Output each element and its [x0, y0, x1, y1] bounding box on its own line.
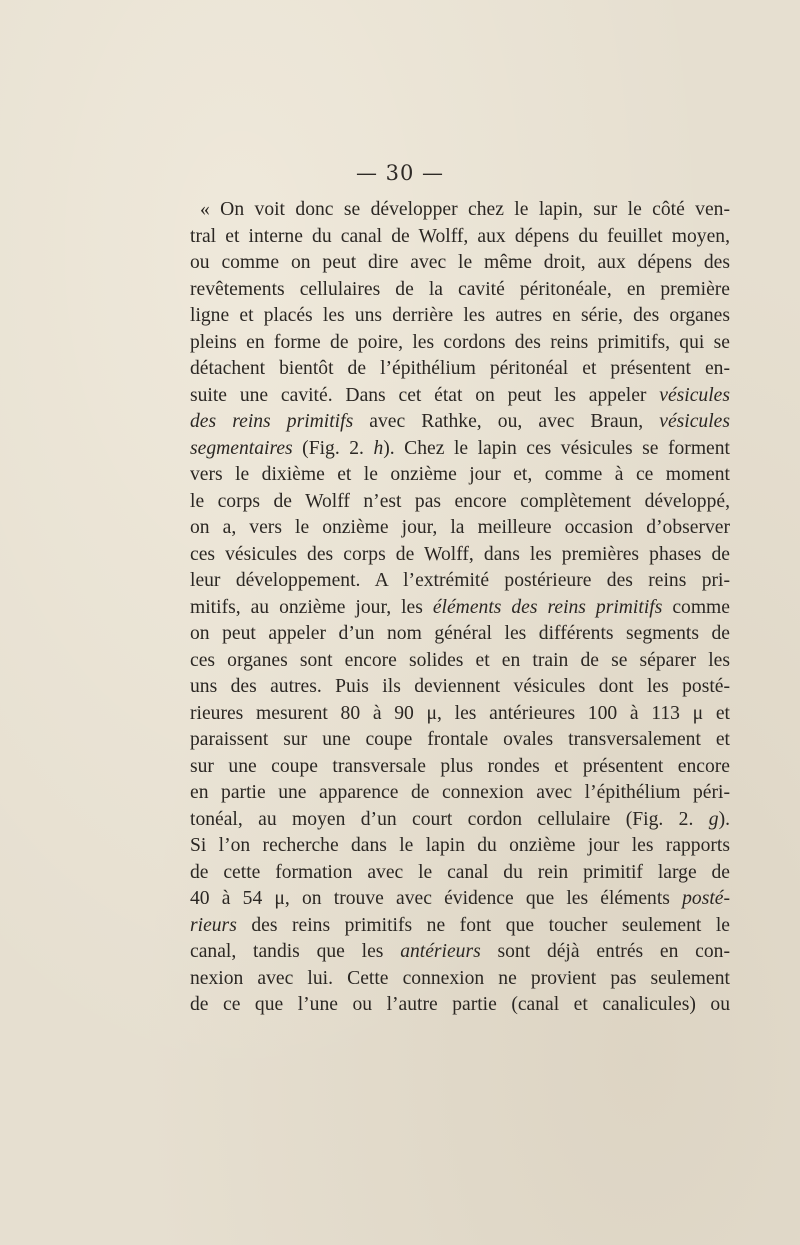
text-run: des reins primitifs ne font que toucher seulement le	[236, 914, 730, 936]
text-line	[190, 197, 730, 224]
text-run: mitifs, au onzième jour, les	[190, 596, 433, 618]
text-line	[190, 542, 730, 569]
text-run: nexion avec lui. Cette connexion ne provient pas seulement	[190, 967, 730, 989]
text-run: sur une coupe transversale plus rondes et présentent encore	[190, 755, 730, 777]
text-line	[190, 462, 730, 489]
text-line	[190, 701, 730, 728]
text-line	[190, 913, 730, 940]
text-line	[190, 303, 730, 330]
text-line	[190, 409, 730, 436]
text-run: ligne et placés les uns derrière les autres en série, des organes	[190, 305, 730, 326]
italic-term: vésicules	[659, 384, 730, 406]
text-line	[190, 383, 730, 410]
italic-term: posté-	[682, 888, 730, 909]
text-line	[190, 807, 730, 834]
text-line	[190, 754, 730, 781]
text-line	[190, 939, 730, 966]
text-run: on a, vers le onzième jour, la meilleure occasion d’observer	[190, 517, 730, 538]
text-line	[190, 250, 730, 277]
text-line	[190, 860, 730, 887]
text-run: canal, tandis que les	[190, 941, 401, 962]
text-line	[190, 595, 730, 622]
text-run: vers le dixième et le onzième jour et, comme à ce moment	[190, 464, 730, 485]
text-run: en partie une apparence de connexion avec l’épithélium péri-	[190, 782, 730, 803]
text-line	[190, 966, 730, 993]
text-run: 40 à 54 μ, on trouve avec évidence que les éléments	[190, 888, 683, 909]
text-run: paraissent sur une coupe frontale ovales transversalement et	[190, 729, 730, 750]
italic-term: antérieurs	[400, 941, 481, 962]
page-number: — 30 —	[355, 161, 445, 185]
italic-term: rieurs	[190, 914, 237, 936]
text-run: détachent bientôt de l’épithélium péritonéal et présentent en-	[190, 358, 730, 379]
text-run: de ce que l’une ou l’autre partie (canal et canalicules) ou	[190, 994, 730, 1015]
text-run: revêtements cellulaires de la cavité péritonéale, en première	[190, 278, 730, 300]
text-run: leur développement. A l’extrémité postérieure des reins pri-	[190, 570, 730, 591]
text-run: Si l’on recherche dans le lapin du onzième jour les rapports	[190, 835, 730, 856]
italic-term: h	[373, 437, 384, 459]
text-run: comme	[662, 596, 730, 618]
text-run: pleins en forme de poire, les cordons des reins primitifs, qui se	[190, 331, 730, 353]
text-line	[190, 674, 730, 701]
text-line	[190, 833, 730, 860]
text-run: uns des autres. Puis ils deviennent vésicules dont les posté-	[190, 676, 730, 697]
text-line	[190, 780, 730, 807]
text-run: ). Chez le lapin ces vésicules se forment	[383, 437, 730, 459]
text-line	[190, 648, 730, 675]
text-run: tonéal, au moyen d’un court cordon cellulaire (Fig. 2.	[190, 808, 709, 830]
text-run: « On voit donc se développer chez le lapin, sur le côté ven-	[200, 199, 730, 220]
text-line	[190, 489, 730, 516]
text-run: le corps de Wolff n’est pas encore complètement développé,	[190, 490, 730, 512]
text-run: ou comme on peut dire avec le même droit, aux dépens des	[190, 252, 730, 273]
text-line	[190, 224, 730, 251]
text-run: ).	[718, 808, 730, 830]
text-line	[190, 886, 730, 913]
text-run: rieures mesurent 80 à 90 μ, les antérieures 100 à 113 μ et	[190, 702, 730, 724]
text-line	[190, 436, 730, 463]
text-line	[190, 621, 730, 648]
text-run: on peut appeler d’un nom général les différents segments de	[190, 623, 730, 644]
text-run: (Fig. 2.	[292, 437, 374, 459]
text-run: sont déjà entrés en con-	[480, 941, 730, 962]
text-run: avec Rathke, ou, avec Braun,	[353, 411, 660, 432]
text-line	[190, 727, 730, 754]
italic-term: des reins primitifs	[190, 411, 354, 432]
text-line	[190, 992, 730, 1019]
text-run: suite une cavité. Dans cet état on peut les appeler	[190, 384, 660, 406]
text-run: ces organes sont encore solides et en train de se séparer les	[190, 649, 730, 671]
text-line	[190, 515, 730, 542]
text-run: de cette formation avec le canal du rein primitif large de	[190, 861, 730, 883]
body-paragraph	[190, 197, 730, 1019]
italic-term: segmentaires	[190, 437, 293, 459]
text-run: tral et interne du canal de Wolff, aux dépens du feuillet moyen,	[190, 225, 730, 247]
text-line	[190, 568, 730, 595]
text-line	[190, 277, 730, 304]
text-run: ces vésicules des corps de Wolff, dans les premières phases de	[190, 543, 730, 565]
text-line	[190, 330, 730, 357]
italic-term: vésicules	[659, 411, 730, 432]
italic-term: éléments des reins primitifs	[432, 596, 663, 618]
text-line	[190, 356, 730, 383]
italic-term: g	[708, 808, 719, 830]
